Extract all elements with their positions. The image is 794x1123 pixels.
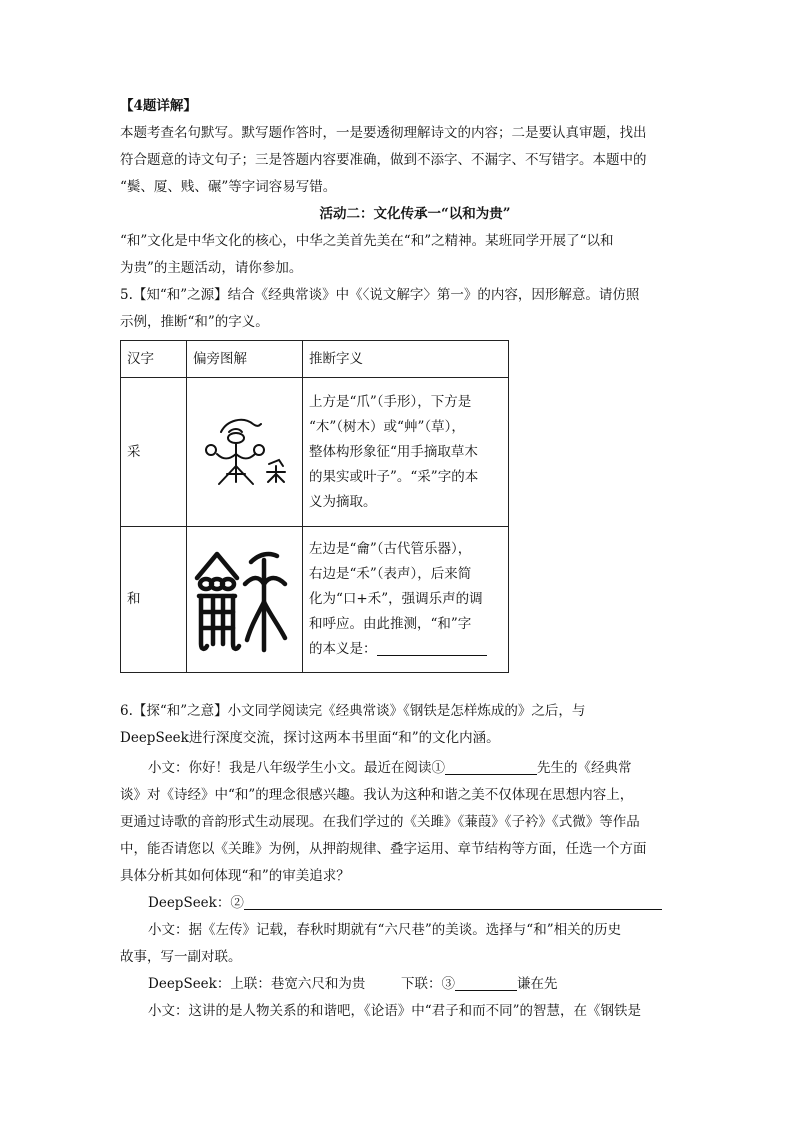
dialogue-line: 中，能否请您以《关雎》为例，从押韵规律、叠字运用、章节结构等方面，任选一个方面 [120, 841, 647, 857]
activity-intro-line: 为贵”的主题活动，请你参加。 [120, 260, 303, 276]
dialogue-line: 谈》对《诗经》中“和”的理念很感兴趣。我认为这种和谐之美不仅体现在思想内容上， [120, 787, 634, 803]
meaning-line: “木”（树木）或“艸”（草）， [309, 418, 465, 435]
table-meaning-cell [303, 378, 509, 527]
table-meaning-cell [303, 527, 509, 673]
table-glyph-cell [187, 378, 303, 527]
meaning-line: 义为摘取。 [309, 493, 377, 510]
table-header-cell: 推断字义 [303, 341, 509, 378]
meaning-line: 上方是“爪”（手形），下方是 [309, 393, 472, 410]
meaning-line: 化为“口+禾”，强调乐声的调 [309, 591, 483, 607]
table-header-cell: 偏旁图解 [187, 341, 303, 378]
dialogue-line: 小文：这讲的是人物关系的和谐吧，《论语》中“君子和而不同”的智慧，在《钢铁是 [148, 1003, 642, 1019]
answer-blank-1[interactable] [445, 760, 537, 775]
analysis-heading: 【4题详解】 [120, 98, 197, 114]
character-analysis-table [120, 340, 509, 673]
answer-blank-3[interactable] [455, 976, 517, 991]
activity-intro-line: “和”文化是中华文化的核心，中华之美首先美在“和”之精神。某班同学开展了“以和 [120, 233, 614, 249]
table-char-cell: 采 [121, 378, 187, 527]
dialogue-line: 小文：据《左传》记载，春秋时期就有“六尺巷”的美谈。选择与“和”相关的历史 [148, 922, 622, 938]
couplet-lower-label: 下联：③ [401, 976, 455, 992]
meaning-line-prefix: 的本义是： [309, 641, 377, 657]
couplet-lower-end: 谦在先 [517, 976, 558, 992]
dialogue-line [148, 758, 632, 778]
question-6-line: DeepSeek进行深度交流，探讨这两本书里面“和”的文化内涵。 [120, 730, 500, 746]
dialogue-line: 故事，写一副对联。 [120, 949, 242, 965]
he-seal-script-icon [187, 540, 297, 660]
answer-blank-2[interactable] [244, 895, 662, 910]
table-char-cell: 和 [121, 527, 187, 673]
meaning-line: 左边是“龠”（古代管乐器）， [309, 541, 472, 557]
couplet-lower [401, 974, 558, 994]
meaning-line: 整体构形象征“用手摘取草木 [309, 443, 478, 460]
table-header-cell: 汉字 [121, 341, 187, 378]
question-5-line: 5.【知“和”之源】结合《经典常谈》中《〈说文解字〉第一》的内容，因形解意。请仿照 [120, 287, 640, 303]
analysis-line: “鬓、厦、贱、碾”等字词容易写错。 [120, 179, 337, 195]
meaning-line: 右边是“禾”（表声），后来简 [309, 566, 472, 582]
analysis-line: 本题考查名句默写。默写题作答时，一是要透彻理解诗文的内容；二是要认真审题，找出 [120, 125, 647, 141]
dialogue-line: 具体分析其如何体现“和”的审美追求？ [120, 868, 350, 884]
meaning-line: 的果实或叶子”。“采”字的本 [309, 468, 479, 485]
table-glyph-cell [187, 527, 303, 673]
deepseek-answer-line [148, 893, 662, 913]
dialogue-text: 小文：你好！我是八年级学生小文。最近在阅读① [148, 760, 445, 776]
analysis-line: 符合题意的诗文句子；三是答题内容要准确，做到不添字、不漏字、不写错字。本题中的 [120, 152, 647, 168]
meaning-line: 和呼应。由此推测，“和”字 [309, 616, 472, 632]
cai-ancient-script-icon [187, 402, 297, 502]
deepseek-label: DeepSeek：② [148, 895, 244, 911]
dialogue-text: 先生的《经典常 [537, 760, 632, 776]
meaning-line [309, 637, 502, 662]
couplet-upper: DeepSeek：上联：巷宽六尺和为贵 [148, 976, 366, 992]
dialogue-line: 更通过诗歌的音韵形式生动展现。在我们学过的《关雎》《蒹葭》《子衿》《式微》等作品 [120, 814, 640, 830]
question-5-line: 示例，推断“和”的字义。 [120, 314, 269, 330]
table-header-row [121, 341, 509, 378]
answer-blank[interactable] [377, 641, 487, 656]
activity-title: 活动二：文化传承一“以和为贵” [319, 206, 511, 222]
question-6-line: 6.【探“和”之意】小文同学阅读完《经典常谈》《钢铁是怎样炼成的》之后，与 [120, 703, 586, 719]
table-row [121, 378, 509, 527]
table-row [121, 527, 509, 673]
